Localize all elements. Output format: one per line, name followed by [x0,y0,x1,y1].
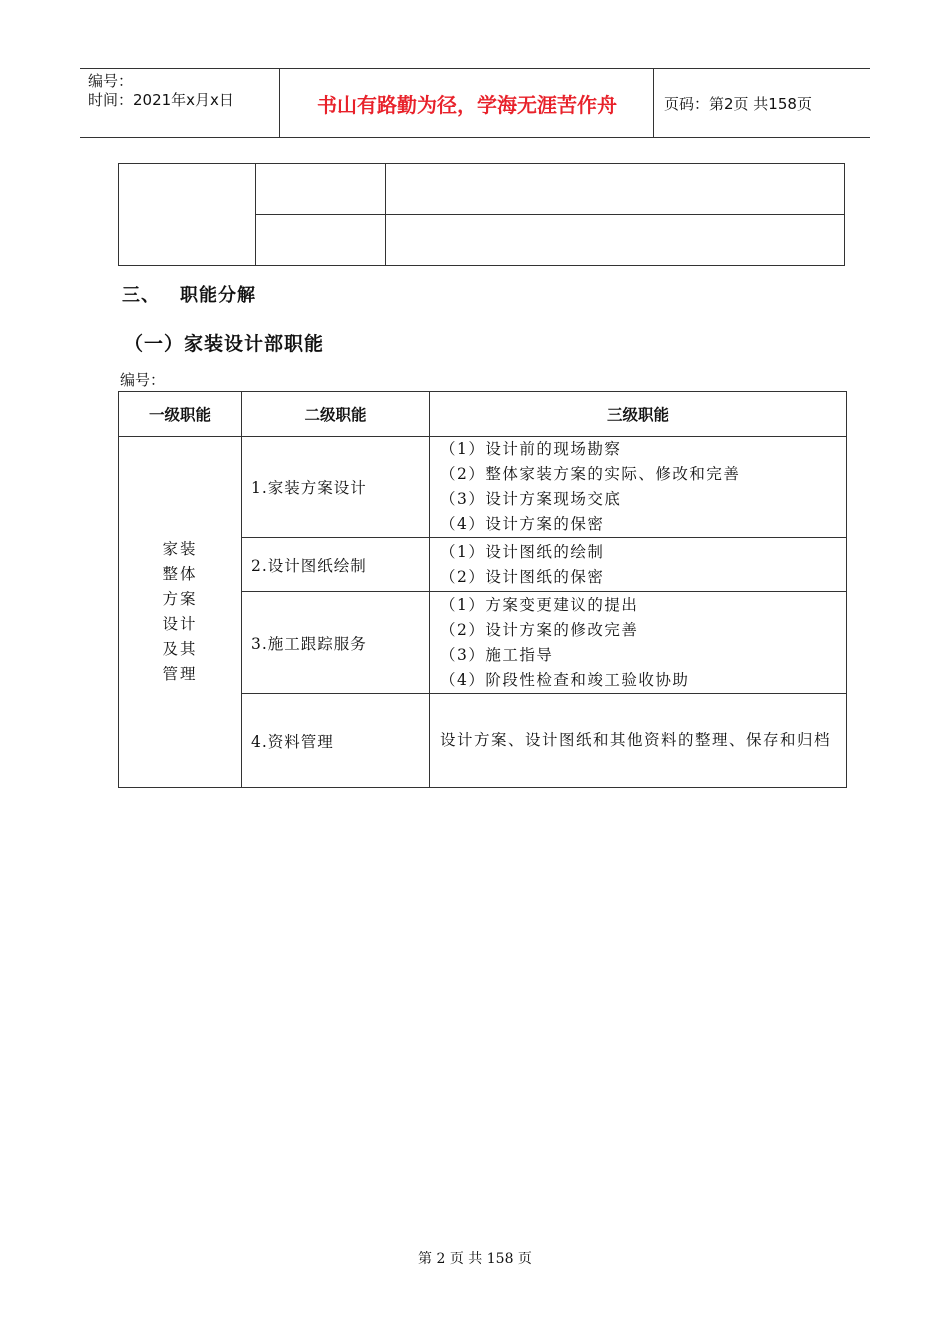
level3-item: （4）阶段性检查和竣工验收协助 [440,670,690,689]
level2-cell: 3.施工跟踪服务 [242,592,430,694]
header-date: 时间：2021年x月x日 [88,91,234,109]
level3-item: （3）施工指导 [440,645,554,664]
level1-line: 整体 [162,565,198,583]
level3-item: （4）设计方案的保密 [440,515,605,533]
level3-item: （1）设计图纸的绘制 [440,542,605,561]
header-number-label: 编号： [88,72,134,90]
table-cell [119,164,256,266]
section-heading-number: 三、 [122,285,160,306]
level3-item: （2）整体家装方案的实际、修改和完善 [440,465,741,483]
level2-cell: 1.家装方案设计 [242,437,430,538]
level1-cell [119,437,242,788]
level3-item: （2）设计方案的修改完善 [440,620,639,639]
header-level1: 一级职能 [119,392,242,437]
level2-cell: 2.设计图纸绘制 [242,538,430,592]
level3-cell [430,592,847,694]
table-cell [256,164,386,215]
level1-line: 方案 [162,590,198,608]
level1-line: 家装 [162,540,198,558]
level3-cell [430,437,847,538]
header-page-info: 页码：第2页 共158页 [664,94,812,113]
level3-cell: 设计方案、设计图纸和其他资料的整理、保存和归档 [430,694,847,788]
level1-line: 管理 [162,665,198,683]
level3-item: （3）设计方案现场交底 [440,490,622,508]
section-heading-text: 职能分解 [180,285,256,306]
level1-line: 及其 [162,640,198,658]
level3-item: （2）设计图纸的保密 [440,567,605,586]
header-meta [80,69,280,137]
page-footer: 第 2 页 共 158 页 [418,1251,532,1267]
header-motto: 书山有路勤为径，学海无涯苦作舟 [281,69,654,137]
continued-table [118,163,845,266]
level3-item: （1）设计前的现场勘察 [440,440,622,458]
number-label: 编号： [120,371,166,389]
header-level2: 二级职能 [242,392,430,437]
header-level3: 三级职能 [430,392,847,437]
level2-cell: 4.资料管理 [242,694,430,788]
table-cell [256,215,386,266]
page-header [80,68,870,138]
table-cell [386,164,845,215]
section-heading [122,281,256,307]
function-table [118,391,847,788]
sub-heading: （一）家装设计部职能 [124,333,325,355]
level3-item: （1）方案变更建议的提出 [440,595,639,614]
table-cell [386,215,845,266]
level3-cell [430,538,847,592]
level1-line: 设计 [162,615,198,633]
